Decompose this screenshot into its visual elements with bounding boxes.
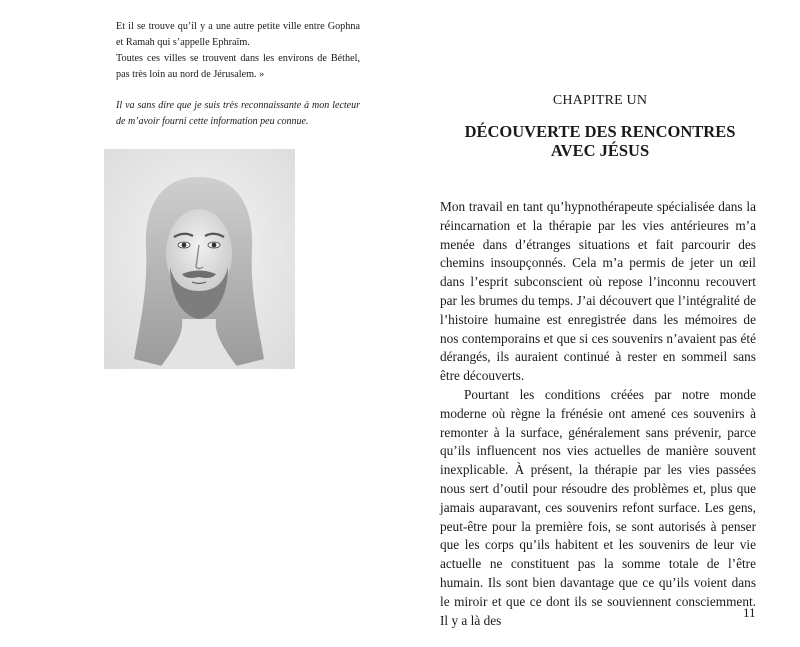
chapter-body — [440, 198, 756, 630]
quote-line: Toutes ces villes se trouvent dans les environs de Béthel, pas très loin au nord de Jérusalem. » — [116, 53, 360, 80]
chapter-title-line: AVEC JÉSUS — [550, 141, 650, 160]
jesus-portrait-image — [104, 149, 295, 369]
quote-line: Et il se trouve qu’il y a une autre petite ville entre Gophna et Ramah qui s’appelle Ephraïm. — [116, 21, 360, 48]
chapter-title-line: DÉCOUVERTE DES RENCONTRES — [464, 122, 736, 141]
jesus-portrait-icon — [104, 149, 295, 369]
quote-block — [116, 19, 360, 83]
author-note: Il va sans dire que je suis très reconnaissante à mon lecteur de m’avoir fourni cette information peu connue. — [116, 100, 360, 127]
body-paragraph: Pourtant les conditions créées par notre monde moderne où règne la frénésie ont amené ces souvenirs à remonter à la surface, généralement sans prévenir, parce qu’ils influencent nos vies actuelles de manière souvent inexplicable. À présent, la thérapie par les vies passées nous sert d’outil pour résoudre des problèmes et, plus que jamais auparavant, ces souvenirs refont surface. Les gens, peut-être pour la première fois, se sont autorisés à penser que les corps qu’ils habitent et les souvenirs de leur vie actuelle ne constituent pas la somme totale de l’être humain. Ils sont bien davantage que ce qu’ils voient dans le miroir et que ce dont ils se souviennent consciemment. Il y a là des — [440, 386, 756, 628]
chapter-title — [440, 122, 760, 160]
body-paragraph: Mon travail en tant qu’hypnothérapeute spécialisée dans la réincarnation et la thérapie par les vies antérieures m’a menée dans d’étranges situations et fait parcourir des chemins insoupçonnés. Cela m’a permis de jeter un œil dans l’esprit subconscient où repose l’inconnu recouvert par les brumes du temps. J’ai découvert que l’intégralité de l’histoire humaine est enregistrée dans les mémoires de nos contemporains et que si ces souvenirs n’avaient pas été dérangés, ils auraient continué à rester en sommeil sans être découverts. — [440, 199, 756, 384]
chapter-label: CHAPITRE UN — [552, 93, 648, 108]
page-number: 11 — [743, 605, 756, 620]
right-page — [400, 0, 800, 647]
